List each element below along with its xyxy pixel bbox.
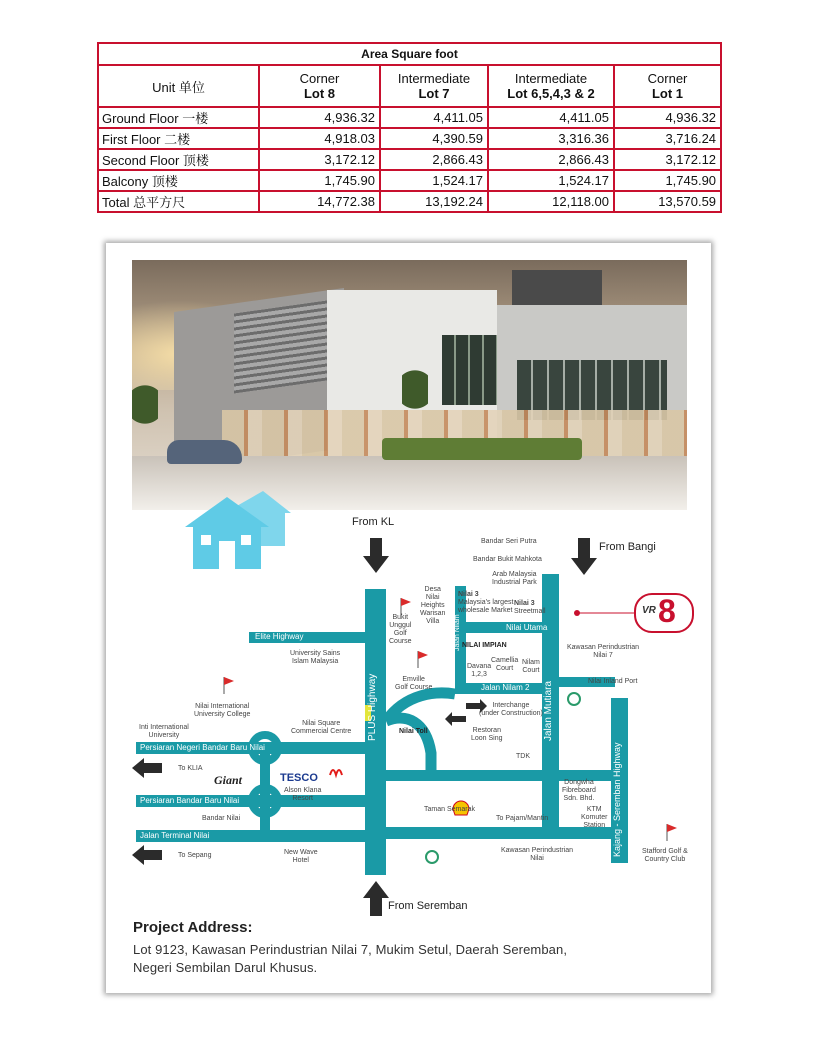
project-address-title: Project Address: [133, 919, 253, 936]
map-label-line: Camellia [491, 657, 519, 664]
map-label-line: Sdn. Bhd. [563, 795, 595, 802]
cell-value: 4,390.59 [380, 128, 488, 149]
map-label [458, 591, 513, 615]
arrow-to-sepang [132, 845, 162, 865]
cell-value: 4,936.32 [259, 107, 380, 128]
map-label: Bandar Bukit Mahkota [473, 556, 542, 563]
map-label: To KLIA [178, 765, 203, 772]
map-label-line: Nilai International [195, 703, 250, 710]
map-label-line: Country Club [644, 856, 686, 863]
map-label-line: Heights [420, 602, 445, 609]
map-label-line: University Sains [290, 650, 341, 657]
map-label: Taman Semarak [424, 806, 475, 813]
map-label-line: Fibreboard [562, 787, 596, 794]
map-label-line: Interchange [492, 702, 530, 709]
map-label [492, 571, 537, 587]
map-label-line: Nilai 7 [593, 652, 613, 659]
column-header-lot1 [614, 65, 721, 107]
area-table [97, 42, 722, 213]
map-label-line: Hotel [292, 857, 309, 864]
column-header-lot7 [380, 65, 488, 107]
from-seremban-label: From Seremban [388, 900, 468, 912]
cell-value: 3,172.12 [614, 149, 721, 170]
map-label [642, 848, 688, 864]
column-header-type: Intermediate [397, 71, 471, 86]
cell-value: 3,716.24 [614, 128, 721, 149]
map-label [395, 676, 432, 692]
map-label [514, 600, 546, 616]
map-label-line: wholesale Market [458, 607, 513, 614]
map-label-line: Bukit [392, 614, 409, 621]
map-label-line: Restoran [472, 727, 501, 734]
map-label: Nilai Toll [399, 728, 428, 735]
map-label-line: Emville [402, 676, 425, 683]
table-header-row [98, 65, 721, 107]
map-label-line: Stafford Golf & [642, 848, 688, 855]
map-label-line: KTM [586, 806, 602, 813]
cell-value: 4,936.32 [614, 107, 721, 128]
map-label [284, 849, 318, 865]
cell-value: 4,411.05 [380, 107, 488, 128]
cell-value: 1,524.17 [380, 170, 488, 191]
road-label: Jalan Nilam 2 [481, 683, 530, 692]
cell-value: 14,772.38 [259, 191, 380, 212]
map-label-line: Arab Malaysia [492, 571, 537, 578]
table-row [98, 170, 721, 191]
interchange-arrow-left [445, 712, 466, 726]
arrow-from-bangi [571, 538, 597, 575]
map-label-line: Unggul [389, 622, 412, 629]
cell-value: 13,570.59 [614, 191, 721, 212]
map-label [479, 702, 543, 718]
map-label-line: University College [194, 711, 251, 718]
map-label: TDK [516, 753, 530, 760]
giant-logo: Giant [214, 773, 243, 787]
column-header-lot: Lot 1 [651, 86, 684, 101]
map-label-line: Nilai [530, 855, 544, 862]
map-label: Nilai Inland Port [588, 678, 638, 685]
map-label-line: Nilai Square [302, 720, 341, 727]
map-label [284, 787, 321, 803]
map-label-line: Davana [467, 663, 492, 670]
arrow-from-seremban [363, 881, 389, 916]
road-label: Persiaran Negeri Bandar Baru Nilai [140, 743, 265, 752]
map-label: To Sepang [178, 852, 212, 859]
map-label-line: New Wave [284, 849, 318, 856]
column-header-type: Corner [647, 71, 688, 86]
column-header-lot6-2 [488, 65, 614, 107]
row-label: Ground Floor 一楼 [98, 107, 259, 128]
map-label: Bandar Seri Putra [481, 538, 537, 545]
map-label-line: Komuter [581, 814, 608, 821]
map-label [522, 659, 540, 675]
cell-value: 3,172.12 [259, 149, 380, 170]
map-label-line: Golf Course [395, 684, 433, 691]
road-label: Jalan Mutiara [543, 680, 554, 741]
location-map [106, 243, 711, 993]
map-label: To Pajam/Mantin [496, 815, 549, 822]
column-header-lot: Lot 6,5,4,3 & 2 [507, 86, 595, 101]
table-row [98, 107, 721, 128]
from-bangi-label: From Bangi [599, 541, 656, 553]
map-label [471, 727, 503, 743]
logo-number: 8 [658, 593, 676, 629]
column-header-lot: Lot 7 [418, 86, 450, 101]
from-kl-label: From KL [352, 516, 395, 528]
map-label-line: Alson Klana [284, 787, 322, 794]
map-label-line: 1,2,3 [471, 671, 487, 678]
cell-value: 1,745.90 [614, 170, 721, 191]
mcdonalds-icon [330, 770, 342, 775]
unit-header: Unit 单位 [98, 65, 259, 107]
map-label-line: (under Construction) [479, 710, 543, 717]
map-label [562, 779, 596, 803]
map-label-line: Warisan [420, 610, 446, 617]
map-label-line: Course [389, 638, 412, 645]
cell-value: 1,524.17 [488, 170, 614, 191]
map-label-line: Malaysia's largest [458, 599, 514, 606]
table-title: Area Square foot [98, 43, 721, 65]
map-label-line: Nilai 3 [458, 591, 479, 598]
cell-value: 4,918.03 [259, 128, 380, 149]
map-label-line: Kawasan Perindustrian [567, 644, 639, 651]
map-label-line: Streetmall [514, 608, 546, 615]
map-label-line: Desa [424, 586, 441, 593]
column-header-lot: Lot 8 [303, 86, 336, 101]
map-label-line: Villa [426, 618, 440, 625]
map-label [501, 847, 573, 863]
map-label [290, 650, 340, 666]
vr8-logo [634, 593, 694, 633]
map-label [491, 657, 518, 673]
map-label: NILAI IMPIAN [462, 642, 507, 649]
map-label-line: Court [522, 667, 540, 674]
location-brochure [106, 243, 711, 993]
petrol-station-icon [426, 851, 438, 863]
logo-text: VR [642, 605, 656, 616]
map-label [420, 586, 445, 626]
project-address-line: Negeri Sembilan Darul Khusus. [133, 960, 318, 975]
map-label-line: Golf [393, 630, 407, 637]
cell-value: 13,192.24 [380, 191, 488, 212]
project-address-line: Lot 9123, Kawasan Perindustrian Nilai 7, Mukim Setul, Daerah Seremban, [133, 942, 568, 957]
map-label-line: Kawasan Perindustrian [501, 847, 573, 854]
map-label-line: Resort [292, 795, 313, 802]
map-label [567, 644, 639, 660]
table-row [98, 149, 721, 170]
cell-value: 3,316.36 [488, 128, 614, 149]
table-row [98, 128, 721, 149]
road-label: Kajang - Seremban Highway [612, 742, 622, 857]
road-label: PLUS Highway [367, 673, 378, 741]
cell-value: 1,745.90 [259, 170, 380, 191]
map-label-line: Nilam [522, 659, 540, 666]
map-label-line: Islam Malaysia [291, 658, 339, 665]
road-label: Nilai Utama [506, 623, 548, 632]
map-label [194, 703, 250, 719]
row-label: Second Floor 顶楼 [98, 149, 259, 170]
table-row-total [98, 191, 721, 212]
map-label-line: Nilai 3 [514, 600, 535, 607]
column-header-lot8 [259, 65, 380, 107]
cell-value: 2,866.43 [380, 149, 488, 170]
road-label: Persiaran Bandar Baru Nilai [140, 796, 240, 805]
map-label-line: Industrial Park [492, 579, 537, 586]
project-location-dot [574, 610, 580, 616]
column-header-type: Corner [299, 71, 340, 86]
map-label-line: Commercial Centre [291, 728, 352, 735]
map-label [581, 806, 607, 830]
map-label-line: Loon Sing [471, 735, 503, 742]
road-label: Jalan Nilam [454, 614, 461, 651]
map-label-line: Court [496, 665, 514, 672]
arrow-to-klia [132, 758, 162, 778]
arrow-from-kl [363, 538, 389, 573]
map-label [467, 663, 491, 679]
row-label: Total 总平方尺 [98, 191, 259, 212]
map-label [389, 614, 412, 646]
lower-road [386, 827, 611, 839]
road-label: Jalan Terminal Nilai [140, 831, 210, 840]
cell-value: 12,118.00 [488, 191, 614, 212]
map-label-line: Dongwha [564, 779, 594, 786]
map-label: Bandar Nilai [202, 815, 241, 822]
map-label-line: Nilai [425, 594, 440, 601]
map-label-line: Station [583, 822, 606, 829]
tesco-logo: TESCO [280, 772, 318, 784]
road-label: Elite Highway [255, 632, 304, 641]
map-label [139, 724, 189, 740]
row-label: First Floor 二楼 [98, 128, 259, 149]
cell-value: 2,866.43 [488, 149, 614, 170]
cell-value: 4,411.05 [488, 107, 614, 128]
map-label-line: Inti International [139, 724, 189, 731]
petrol-station-icon [568, 693, 580, 705]
column-header-type: Intermediate [514, 71, 588, 86]
map-label-line: University [148, 732, 180, 739]
map-label [291, 720, 351, 736]
row-label: Balcony 顶楼 [98, 170, 259, 191]
